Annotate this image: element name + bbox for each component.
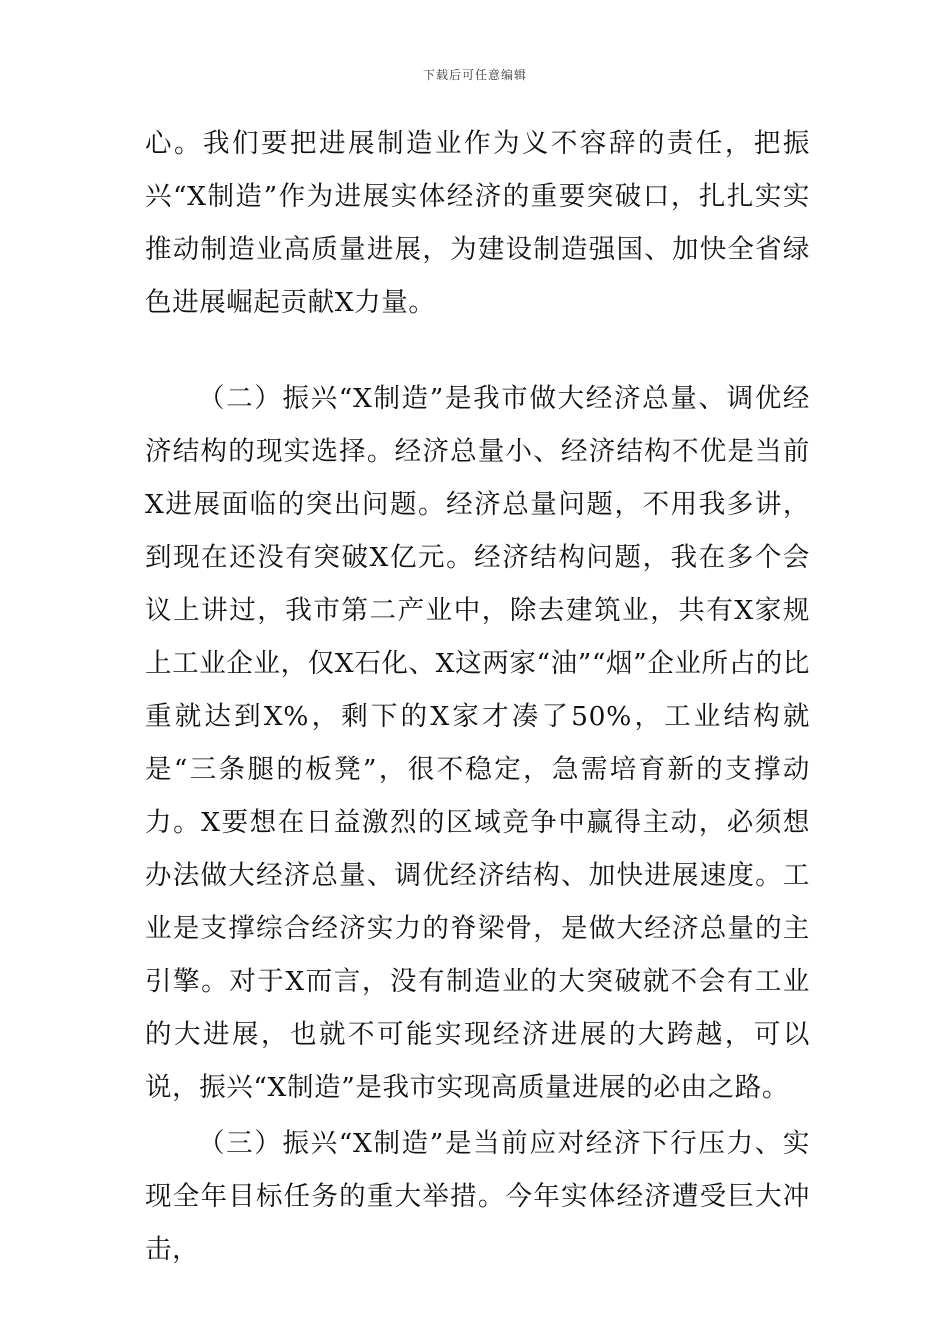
paragraph-section-three: [145, 1117, 810, 1276]
paragraph-continued: [145, 117, 810, 329]
paragraph-section-two: [145, 372, 810, 1114]
paragraph-text: 心。我们要把进展制造业作为义不容辞的责任，把振兴“X制造”作为进展实体经济的重要突破口，扎扎实实推动制造业高质量进展，为建设制造强国、加快全省绿色进展崛起贡献X力量。: [145, 128, 810, 318]
page-header-note: 下载后可任意编辑: [422, 68, 527, 82]
paragraph-text: （三）振兴“X制造”是当前应对经济下行压力、实现全年目标任务的重大举措。今年实体经济遭受巨大冲击，: [145, 1128, 810, 1265]
paragraph-text: （二）振兴“X制造”是我市做大经济总量、调优经济结构的现实选择。经济总量小、经济结构不优是当前X进展面临的突出问题。经济总量问题，不用我多讲，到现在还没有突破X亿元。经济结构问题，我在多个会议上讲过，我市第二产业中，除去建筑业，共有X家规上工业企业，仅X石化、X这两家“油”“烟”企业所占的比重就达到X%，剩下的X家才凑了50%，工业结构就是“三条腿的板凳”，很不稳定，急需培育新的支撑动力。X要想在日益激烈的区域竞争中赢得主动，必须想办法做大经济总量、调优经济结构、加快进展速度。工业是支撑综合经济实力的脊梁骨，是做大经济总量的主引擎。对于X而言，没有制造业的大突破就不会有工业的大进展，也就不可能实现经济进展的大跨越，可以说，振兴“X制造”是我市实现高质量进展的必由之路。: [145, 383, 810, 1103]
